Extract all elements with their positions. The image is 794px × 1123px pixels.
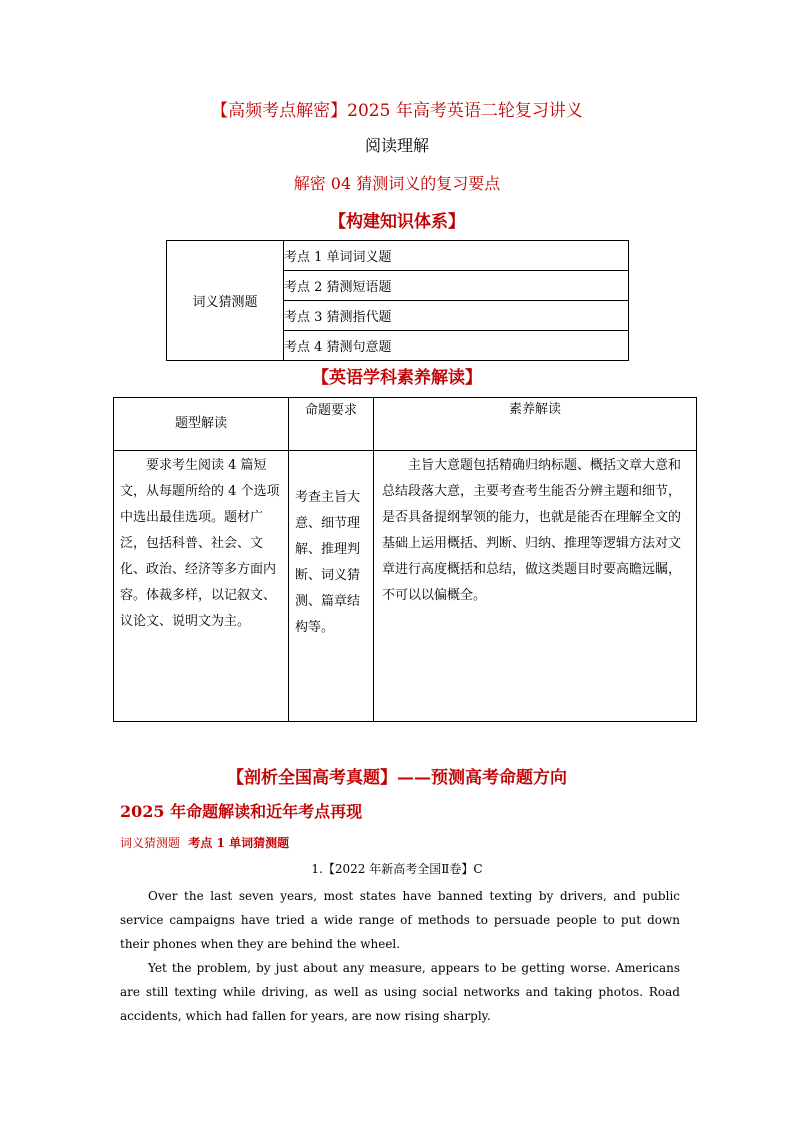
point-item: 考点 1 单词词义题 <box>284 241 629 271</box>
header-cell: 素养解读 <box>374 398 697 451</box>
knowledge-system-heading: 【构建知识体系】 <box>329 212 465 232</box>
passage-paragraph: Over the last seven years, most states have banned texting by drivers, and public service campaigns have tried a wide range of methods to persuade people to put down their phones when they are behind the wheel. <box>120 889 680 951</box>
analysis-heading: 【剖析全国高考真题】——预测高考命题方向 <box>227 768 567 788</box>
analysis-subheading: 2025 年命题解读和近年考点再现 <box>120 802 363 821</box>
requirement-cell: 考查主旨大意、细节理解、推理判断、词义猜测、篇章结构等。 <box>289 451 374 722</box>
header-cell: 题型解读 <box>114 398 289 451</box>
point-label-category: 词义猜测题 <box>120 836 181 850</box>
point-label-item: 考点 1 单词猜测题 <box>188 836 290 850</box>
point-item: 考点 3 猜测指代题 <box>284 301 629 331</box>
row-label: 词义猜测题 <box>167 241 284 361</box>
point-label <box>120 834 289 851</box>
passage-paragraph: Yet the problem, by just about any measure, appears to be getting worse. Americans are still texting while driving, as well as using social networks and taking photos. Road accidents, which had fallen for years, are now rising sharply. <box>120 961 680 1023</box>
literacy-cell: 主旨大意题包括精确归纳标题、概括文章大意和总结段落大意，主要考查考生能否分辨主题和细节，是否具备提纲挈领的能力，也就是能否在理解全文的基础上运用概括、判断、归纳、推理等逻辑方法对文章进行高度概括和总结，做这类题目时要高瞻远瞩，不可以以偏概全。 <box>374 451 697 722</box>
subtitle: 阅读理解 <box>364 136 429 155</box>
literacy-heading: 【英语学科素养解读】 <box>312 368 482 388</box>
header-cell: 命题要求 <box>289 398 374 451</box>
point-item: 考点 4 猜测句意题 <box>284 331 629 361</box>
main-title: 【高频考点解密】2025 年高考英语二轮复习讲义 <box>211 101 583 121</box>
lesson-title: 解密 04 猜测词义的复习要点 <box>293 174 501 193</box>
question-type-cell: 要求考生阅读 4 篇短文，从每题所给的 4 个选项中选出最佳选项。题材广泛，包括科普、社会、文化、政治、经济等多方面内容。体裁多样，以记叙文、议论文、说明文为主。 <box>114 451 289 722</box>
knowledge-table <box>166 240 629 361</box>
literacy-table <box>113 397 697 722</box>
point-item: 考点 2 猜测短语题 <box>284 271 629 301</box>
question-number: 1.【2022 年新高考全国Ⅱ卷】C <box>311 862 483 876</box>
